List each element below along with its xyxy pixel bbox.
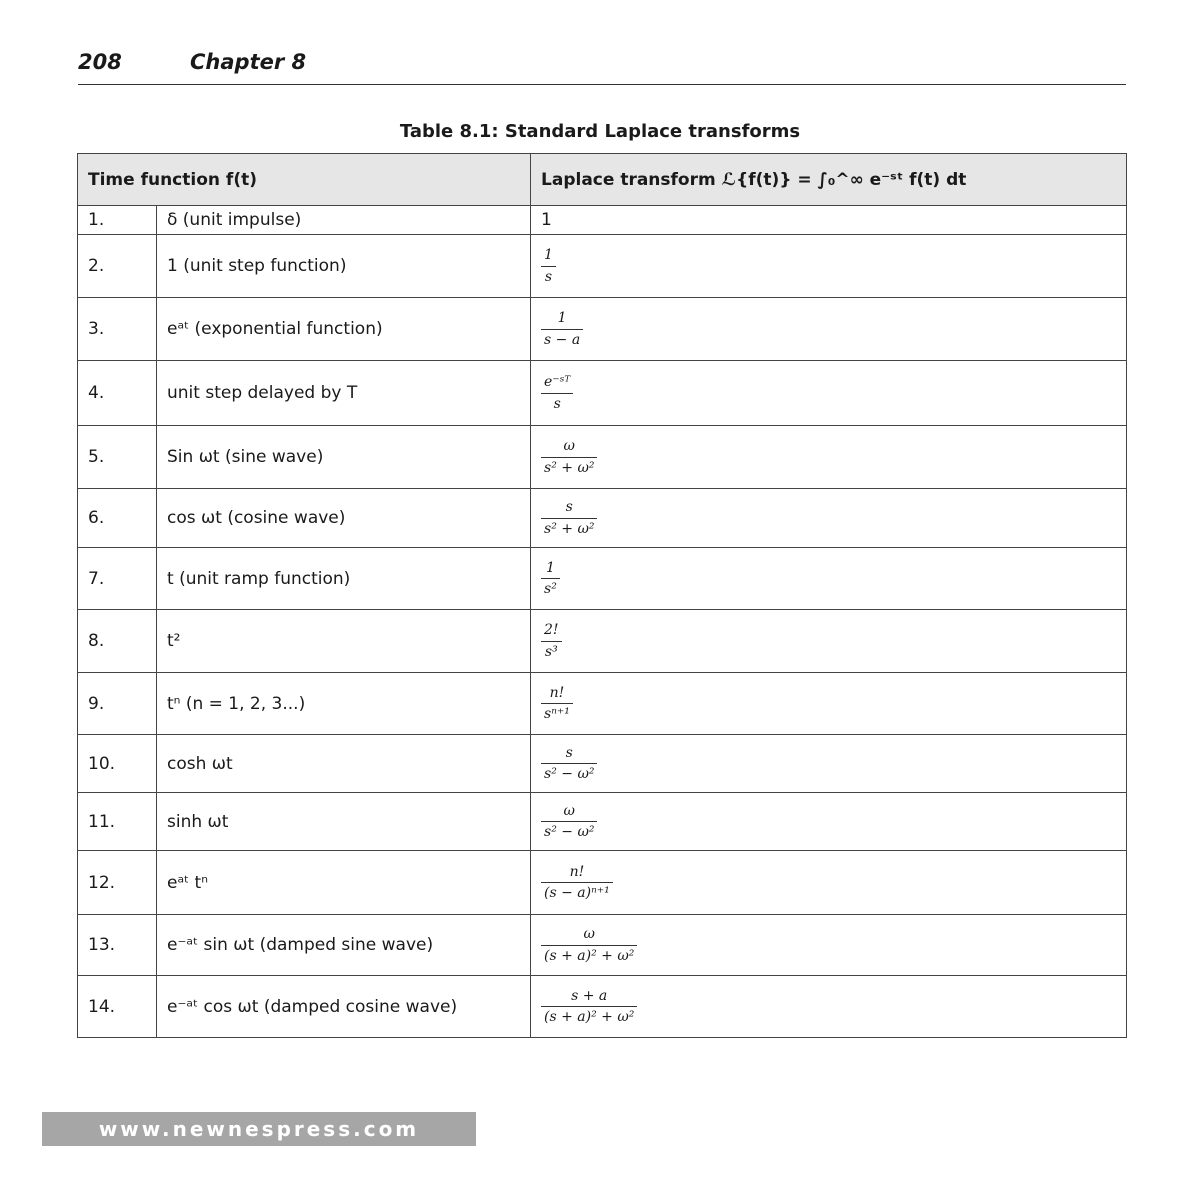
- table-row: [78, 735, 1127, 793]
- table-body: [78, 206, 1127, 1038]
- laplace-transform: [531, 489, 1127, 548]
- laplace-table: [77, 153, 1127, 1038]
- chapter-title: Chapter 8: [190, 50, 307, 74]
- table-row: [78, 610, 1127, 673]
- row-number: 2.: [78, 235, 157, 298]
- fraction-numerator: n!: [541, 864, 613, 883]
- fraction-denominator: s²: [544, 581, 557, 597]
- table-row: [78, 851, 1127, 915]
- time-function: unit step delayed by T: [157, 361, 531, 426]
- table-row: [78, 976, 1127, 1038]
- fraction: [541, 926, 637, 963]
- fraction-denominator: s − a: [544, 331, 581, 348]
- fraction: [541, 438, 597, 475]
- table-header-row: [78, 154, 1127, 206]
- fraction-denominator: s² + ω²: [544, 520, 595, 537]
- row-number: 11.: [78, 793, 157, 851]
- laplace-transform: [531, 851, 1127, 915]
- row-number: 9.: [78, 673, 157, 735]
- table-row: [78, 426, 1127, 489]
- footer-banner: [42, 1112, 476, 1146]
- time-function: sinh ωt: [157, 793, 531, 851]
- fraction-numerator: 2!: [541, 622, 562, 641]
- laplace-transform: [531, 426, 1127, 489]
- laplace-transform: [531, 915, 1127, 976]
- time-function: t (unit ramp function): [157, 548, 531, 610]
- fraction-numerator: s: [541, 745, 597, 764]
- row-number: 4.: [78, 361, 157, 426]
- table-row: [78, 298, 1127, 361]
- table-row: [78, 206, 1127, 235]
- laplace-transform: [531, 548, 1127, 610]
- fraction-denominator: s² − ω²: [544, 766, 595, 782]
- fraction-denominator: s: [544, 268, 553, 285]
- time-function: 1 (unit step function): [157, 235, 531, 298]
- fraction-numerator: n!: [541, 685, 573, 704]
- laplace-transform: [531, 976, 1127, 1038]
- time-function: eᵃᵗ (exponential function): [157, 298, 531, 361]
- time-function: Sin ωt (sine wave): [157, 426, 531, 489]
- fraction-numerator: 1: [541, 560, 560, 579]
- fraction-denominator: (s − a)ⁿ⁺¹: [544, 885, 610, 901]
- table-row: [78, 489, 1127, 548]
- fraction: [541, 622, 562, 659]
- row-number: 14.: [78, 976, 157, 1038]
- time-function: t²: [157, 610, 531, 673]
- fraction: [541, 988, 637, 1025]
- fraction: [541, 864, 613, 901]
- laplace-transform: [531, 206, 1127, 235]
- fraction-numerator: 1: [541, 247, 556, 266]
- fraction-denominator: s² + ω²: [544, 459, 595, 476]
- fraction: [541, 745, 597, 782]
- fraction-numerator: ω: [541, 438, 597, 457]
- table-row: [78, 361, 1127, 426]
- fraction: [541, 499, 597, 536]
- row-number: 12.: [78, 851, 157, 915]
- laplace-transform: [531, 735, 1127, 793]
- fraction: [541, 803, 597, 840]
- footer-url: www.newnespress.com: [98, 1117, 420, 1141]
- table-row: [78, 235, 1127, 298]
- fraction-denominator: (s + a)² + ω²: [544, 1009, 635, 1025]
- row-number: 10.: [78, 735, 157, 793]
- row-number: 7.: [78, 548, 157, 610]
- time-function: e⁻ᵃᵗ cos ωt (damped cosine wave): [157, 976, 531, 1038]
- row-number: 8.: [78, 610, 157, 673]
- page-header: [78, 46, 1126, 85]
- fraction-numerator: s: [541, 499, 597, 518]
- table-row: [78, 673, 1127, 735]
- table-row: [78, 793, 1127, 851]
- fraction-denominator: sⁿ⁺¹: [544, 706, 570, 722]
- page-number: 208: [78, 50, 122, 74]
- table-caption: Table 8.1: Standard Laplace transforms: [399, 121, 801, 142]
- fraction-denominator: s³: [544, 643, 558, 660]
- fraction: [541, 560, 560, 597]
- fraction-numerator: s + a: [541, 988, 637, 1007]
- fraction-denominator: s: [553, 395, 561, 412]
- row-number: 1.: [78, 206, 157, 235]
- fraction: [541, 374, 573, 411]
- laplace-transform: [531, 298, 1127, 361]
- laplace-transform: [531, 673, 1127, 735]
- time-function: cosh ωt: [157, 735, 531, 793]
- time-function: δ (unit impulse): [157, 206, 531, 235]
- fraction-denominator: (s + a)² + ω²: [544, 947, 635, 964]
- laplace-transform: [531, 793, 1127, 851]
- laplace-transform: [531, 610, 1127, 673]
- fraction-numerator: 1: [541, 310, 583, 329]
- table-row: [78, 548, 1127, 610]
- fraction-denominator: s² − ω²: [544, 824, 595, 840]
- fraction: [541, 310, 583, 347]
- column-header-laplace: Laplace transform ℒ{f(t)} = ∫₀^∞ e⁻ˢᵗ f(t) dt: [531, 154, 1127, 206]
- table-row: [78, 915, 1127, 976]
- fraction-numerator: ω: [541, 926, 637, 945]
- time-function: cos ωt (cosine wave): [157, 489, 531, 548]
- laplace-transform: [531, 235, 1127, 298]
- row-number: 3.: [78, 298, 157, 361]
- transform-value: 1: [541, 210, 552, 230]
- time-function: eᵃᵗ tⁿ: [157, 851, 531, 915]
- row-number: 5.: [78, 426, 157, 489]
- row-number: 13.: [78, 915, 157, 976]
- time-function: tⁿ (n = 1, 2, 3...): [157, 673, 531, 735]
- laplace-transform: [531, 361, 1127, 426]
- time-function: e⁻ᵃᵗ sin ωt (damped sine wave): [157, 915, 531, 976]
- column-header-time: Time function f(t): [78, 154, 531, 206]
- fraction: [541, 247, 556, 284]
- fraction: [541, 685, 573, 722]
- fraction-numerator: e⁻ˢᵀ: [541, 374, 573, 393]
- row-number: 6.: [78, 489, 157, 548]
- fraction-numerator: ω: [541, 803, 597, 822]
